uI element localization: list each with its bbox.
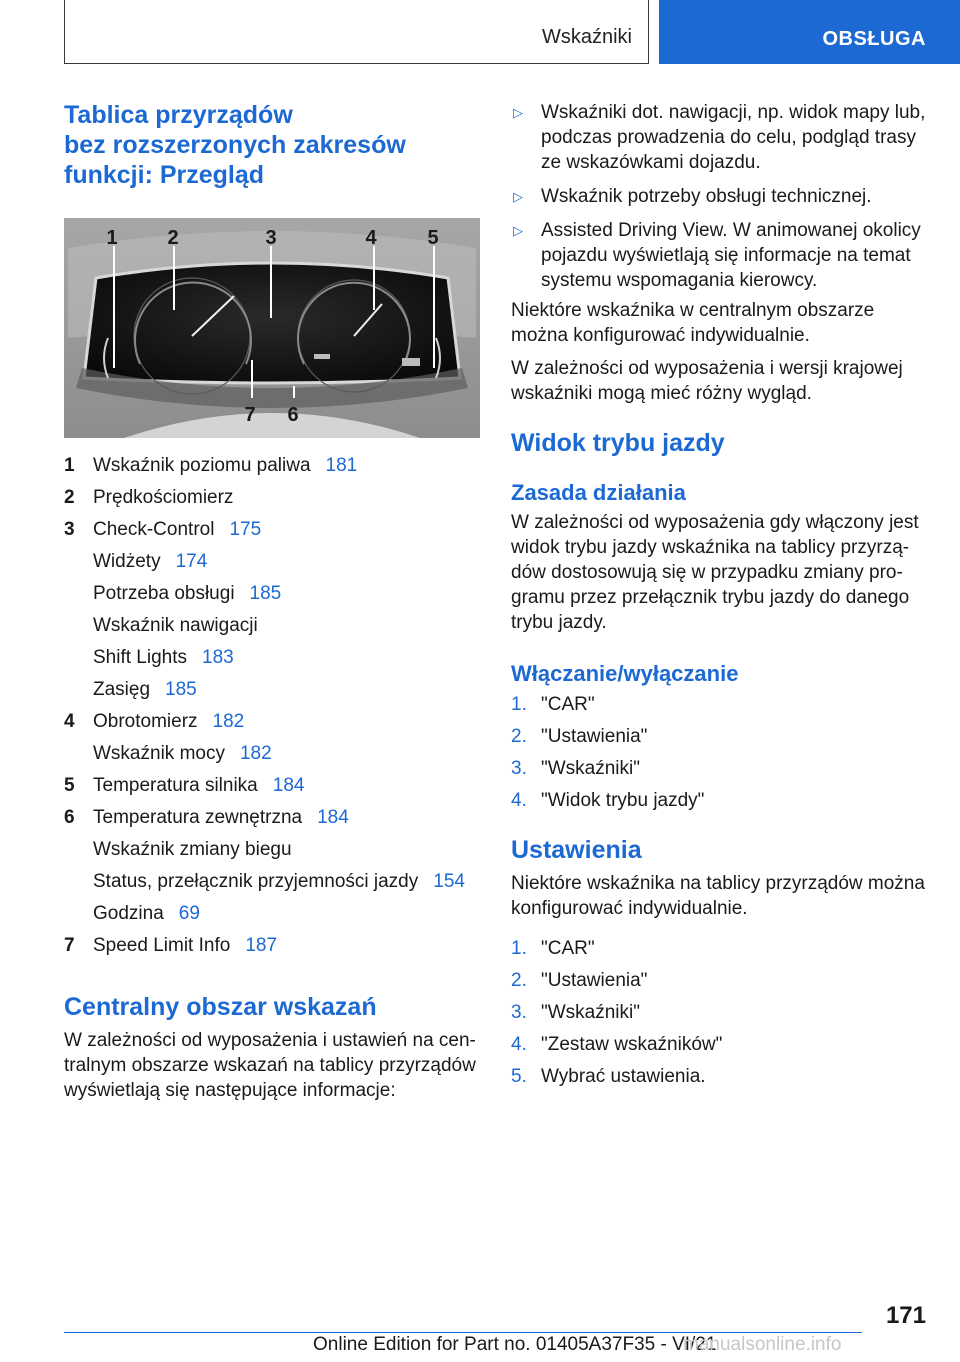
settings-steps bbox=[511, 933, 931, 1093]
instrument-cluster-figure bbox=[64, 218, 480, 438]
legend-number bbox=[64, 610, 93, 642]
legend-label: Obrotomierz bbox=[93, 711, 198, 732]
figure-callout: 5 bbox=[427, 227, 439, 249]
title-line: Tablica przyrządów bbox=[64, 101, 293, 129]
footer-edition-text: Online Edition for Part no. 01405A37F35 - VI/21 bbox=[313, 1334, 717, 1355]
legend-item bbox=[64, 578, 480, 610]
appearance-note: W zależności od wyposażenia i wersji krajowej wskaźniki mogą mieć różny wygląd. bbox=[511, 358, 903, 404]
bullet-text: Wskaźniki dot. nawigacji, np. widok mapy lub, podczas prowadzenia do celu, podgląd trasy ze wskazówkami dojazdu. bbox=[541, 102, 926, 173]
figure-callout: 1 bbox=[106, 227, 118, 249]
legend-number bbox=[64, 738, 93, 770]
legend-item bbox=[64, 642, 480, 674]
triangle-bullet-icon: ▷ bbox=[513, 105, 523, 120]
legend-number: 7 bbox=[64, 935, 75, 956]
legend-label: Prędkościomierz bbox=[93, 487, 234, 508]
step-item bbox=[511, 689, 931, 721]
header-chapter-tab bbox=[659, 0, 960, 64]
left-column bbox=[64, 100, 480, 1103]
legend-label: Temperatura silnika bbox=[93, 775, 258, 796]
step-item bbox=[511, 1029, 931, 1061]
settings-text: Niektóre wskaźnika na tablicy przyrządów można konfigurować indywidualnie. bbox=[511, 873, 925, 919]
central-area-bullets bbox=[511, 100, 931, 293]
step-item bbox=[511, 933, 931, 965]
principle-text: W zależności od wyposażenia gdy włączony jest widok trybu jazdy wskaźnika na tablicy przyrzą-dów dostosowują się w przypadku zmiany pro-gramu przez przełącznik trybu jazdy do danego trybu jazdy. bbox=[511, 512, 919, 633]
step-text: "Wskaźniki" bbox=[541, 1002, 640, 1023]
legend-item bbox=[64, 514, 480, 546]
step-item bbox=[511, 785, 931, 817]
step-item bbox=[511, 1061, 931, 1093]
legend-number bbox=[64, 578, 93, 610]
step-text: "CAR" bbox=[541, 694, 595, 715]
legend-label: Shift Lights bbox=[93, 647, 187, 668]
legend-label: Potrzeba obsługi bbox=[93, 583, 235, 604]
step-text: "Widok trybu jazdy" bbox=[541, 790, 705, 811]
page-reference-link[interactable]: 175 bbox=[229, 519, 262, 540]
page-reference-link[interactable]: 187 bbox=[245, 935, 278, 956]
header-section-title: Wskaźniki bbox=[541, 26, 632, 48]
legend-item bbox=[64, 482, 480, 514]
step-number: 3. bbox=[511, 758, 527, 779]
legend-number bbox=[64, 834, 93, 866]
subsection-title-on-off: Włączanie/wyłączanie bbox=[511, 661, 739, 686]
triangle-bullet-icon: ▷ bbox=[513, 223, 523, 238]
step-number: 4. bbox=[511, 1034, 527, 1055]
bullet-item bbox=[511, 218, 931, 293]
footer-watermark: manualsonline.info bbox=[683, 1334, 842, 1355]
legend-item bbox=[64, 706, 480, 738]
step-item bbox=[511, 721, 931, 753]
legend-item bbox=[64, 802, 480, 834]
page-reference-link[interactable]: 182 bbox=[239, 743, 272, 764]
title-line: bez rozszerzonych zakresów bbox=[64, 131, 406, 159]
legend-item bbox=[64, 866, 480, 898]
step-number: 4. bbox=[511, 790, 527, 811]
step-number: 2. bbox=[511, 726, 527, 747]
triangle-bullet-icon: ▷ bbox=[513, 189, 523, 204]
page-reference-link[interactable]: 174 bbox=[175, 551, 208, 572]
configurable-note: Niektóre wskaźnika w centralnym obszarze można konfigurować indywidualnie. bbox=[511, 300, 875, 346]
bullet-text: Assisted Driving View. W animowanej okolicy pojazdu wyświetlają się informacje na temat systemu wspomagania kierowcy. bbox=[541, 220, 921, 291]
page-reference-link[interactable]: 183 bbox=[202, 647, 234, 668]
page-reference-link[interactable]: 184 bbox=[272, 775, 305, 796]
legend-label: Zasięg bbox=[93, 679, 151, 700]
step-text: "Ustawienia" bbox=[541, 726, 648, 747]
section-title-drive-mode-view: Widok trybu jazdy bbox=[511, 429, 725, 457]
legend-number: 4 bbox=[64, 711, 75, 732]
step-text: Wybrać ustawienia. bbox=[541, 1066, 706, 1087]
legend-item bbox=[64, 674, 480, 706]
page-reference-link[interactable]: 182 bbox=[212, 711, 245, 732]
figure-callout: 4 bbox=[365, 227, 377, 249]
step-number: 5. bbox=[511, 1066, 527, 1087]
right-column bbox=[511, 100, 931, 1093]
legend-label: Wskaźnik poziomu paliwa bbox=[93, 455, 311, 476]
legend-item bbox=[64, 930, 480, 962]
central-area-text: W zależności od wyposażenia i ustawień na cen-tralnym obszarze wskazań na tablicy przyrządów wyświetlają się następujące informacje: bbox=[64, 1030, 476, 1101]
legend-label: Check-Control bbox=[93, 519, 215, 540]
legend-label: Wskaźnik nawigacji bbox=[93, 615, 258, 636]
legend-item bbox=[64, 738, 480, 770]
page-reference-link[interactable]: 185 bbox=[165, 679, 197, 700]
step-item bbox=[511, 997, 931, 1029]
page-reference-link[interactable]: 181 bbox=[325, 455, 358, 476]
step-number: 3. bbox=[511, 1002, 527, 1023]
legend-number: 2 bbox=[64, 487, 75, 508]
page-number: 171 bbox=[885, 1302, 926, 1329]
section-title-settings: Ustawienia bbox=[511, 836, 642, 864]
header-section-box bbox=[64, 0, 649, 64]
step-item bbox=[511, 965, 931, 997]
title-line: funkcji: Przegląd bbox=[64, 161, 265, 189]
bullet-item bbox=[511, 100, 931, 175]
legend-label: Status, przełącznik przyjemności jazdy bbox=[93, 871, 419, 892]
step-number: 1. bbox=[511, 938, 527, 959]
legend-number: 3 bbox=[64, 519, 75, 540]
step-text: "Zestaw wskaźników" bbox=[541, 1034, 723, 1055]
section-title-instrument-cluster bbox=[64, 100, 480, 190]
step-item bbox=[511, 753, 931, 785]
step-text: "CAR" bbox=[541, 938, 595, 959]
legend-label: Widżety bbox=[93, 551, 161, 572]
bullet-text: Wskaźnik potrzeby obsługi technicznej. bbox=[541, 186, 872, 207]
legend-item bbox=[64, 834, 480, 866]
legend-number bbox=[64, 642, 93, 674]
footer-divider bbox=[64, 1332, 862, 1333]
step-text: "Ustawienia" bbox=[541, 970, 648, 991]
legend-number bbox=[64, 866, 93, 898]
legend-label: Godzina bbox=[93, 903, 164, 924]
legend-number: 5 bbox=[64, 775, 75, 796]
page-reference-link[interactable]: 69 bbox=[178, 903, 200, 924]
figure-callout: 3 bbox=[265, 227, 277, 249]
step-text: "Wskaźniki" bbox=[541, 758, 640, 779]
subsection-title-principle: Zasada działania bbox=[511, 480, 686, 505]
page-reference-link[interactable]: 154 bbox=[433, 871, 465, 892]
page-reference-link[interactable]: 185 bbox=[249, 583, 282, 604]
legend-number bbox=[64, 674, 93, 706]
legend-label: Speed Limit Info bbox=[93, 935, 231, 956]
legend-number bbox=[64, 898, 93, 930]
legend-label: Wskaźnik zmiany biegu bbox=[93, 839, 292, 860]
legend-item bbox=[64, 610, 480, 642]
figure-callout: 7 bbox=[244, 404, 256, 426]
step-number: 1. bbox=[511, 694, 527, 715]
legend-number bbox=[64, 546, 93, 578]
figure-callout: 6 bbox=[287, 404, 299, 426]
legend-number: 6 bbox=[64, 807, 75, 828]
section-title-central-area: Centralny obszar wskazań bbox=[64, 993, 377, 1021]
legend-item bbox=[64, 898, 480, 930]
figure-legend bbox=[64, 450, 480, 962]
step-number: 2. bbox=[511, 970, 527, 991]
legend-item bbox=[64, 450, 480, 482]
legend-item bbox=[64, 770, 480, 802]
legend-item bbox=[64, 546, 480, 578]
figure-callout: 2 bbox=[167, 227, 179, 249]
header-chapter-title: OBSŁUGA bbox=[822, 28, 926, 50]
bullet-item bbox=[511, 184, 931, 209]
instrument-cluster-illustration bbox=[64, 218, 480, 438]
page-reference-link[interactable]: 184 bbox=[317, 807, 349, 828]
legend-label: Temperatura zewnętrzna bbox=[93, 807, 303, 828]
on-off-steps bbox=[511, 689, 931, 817]
legend-number: 1 bbox=[64, 455, 75, 476]
legend-label: Wskaźnik mocy bbox=[93, 743, 225, 764]
